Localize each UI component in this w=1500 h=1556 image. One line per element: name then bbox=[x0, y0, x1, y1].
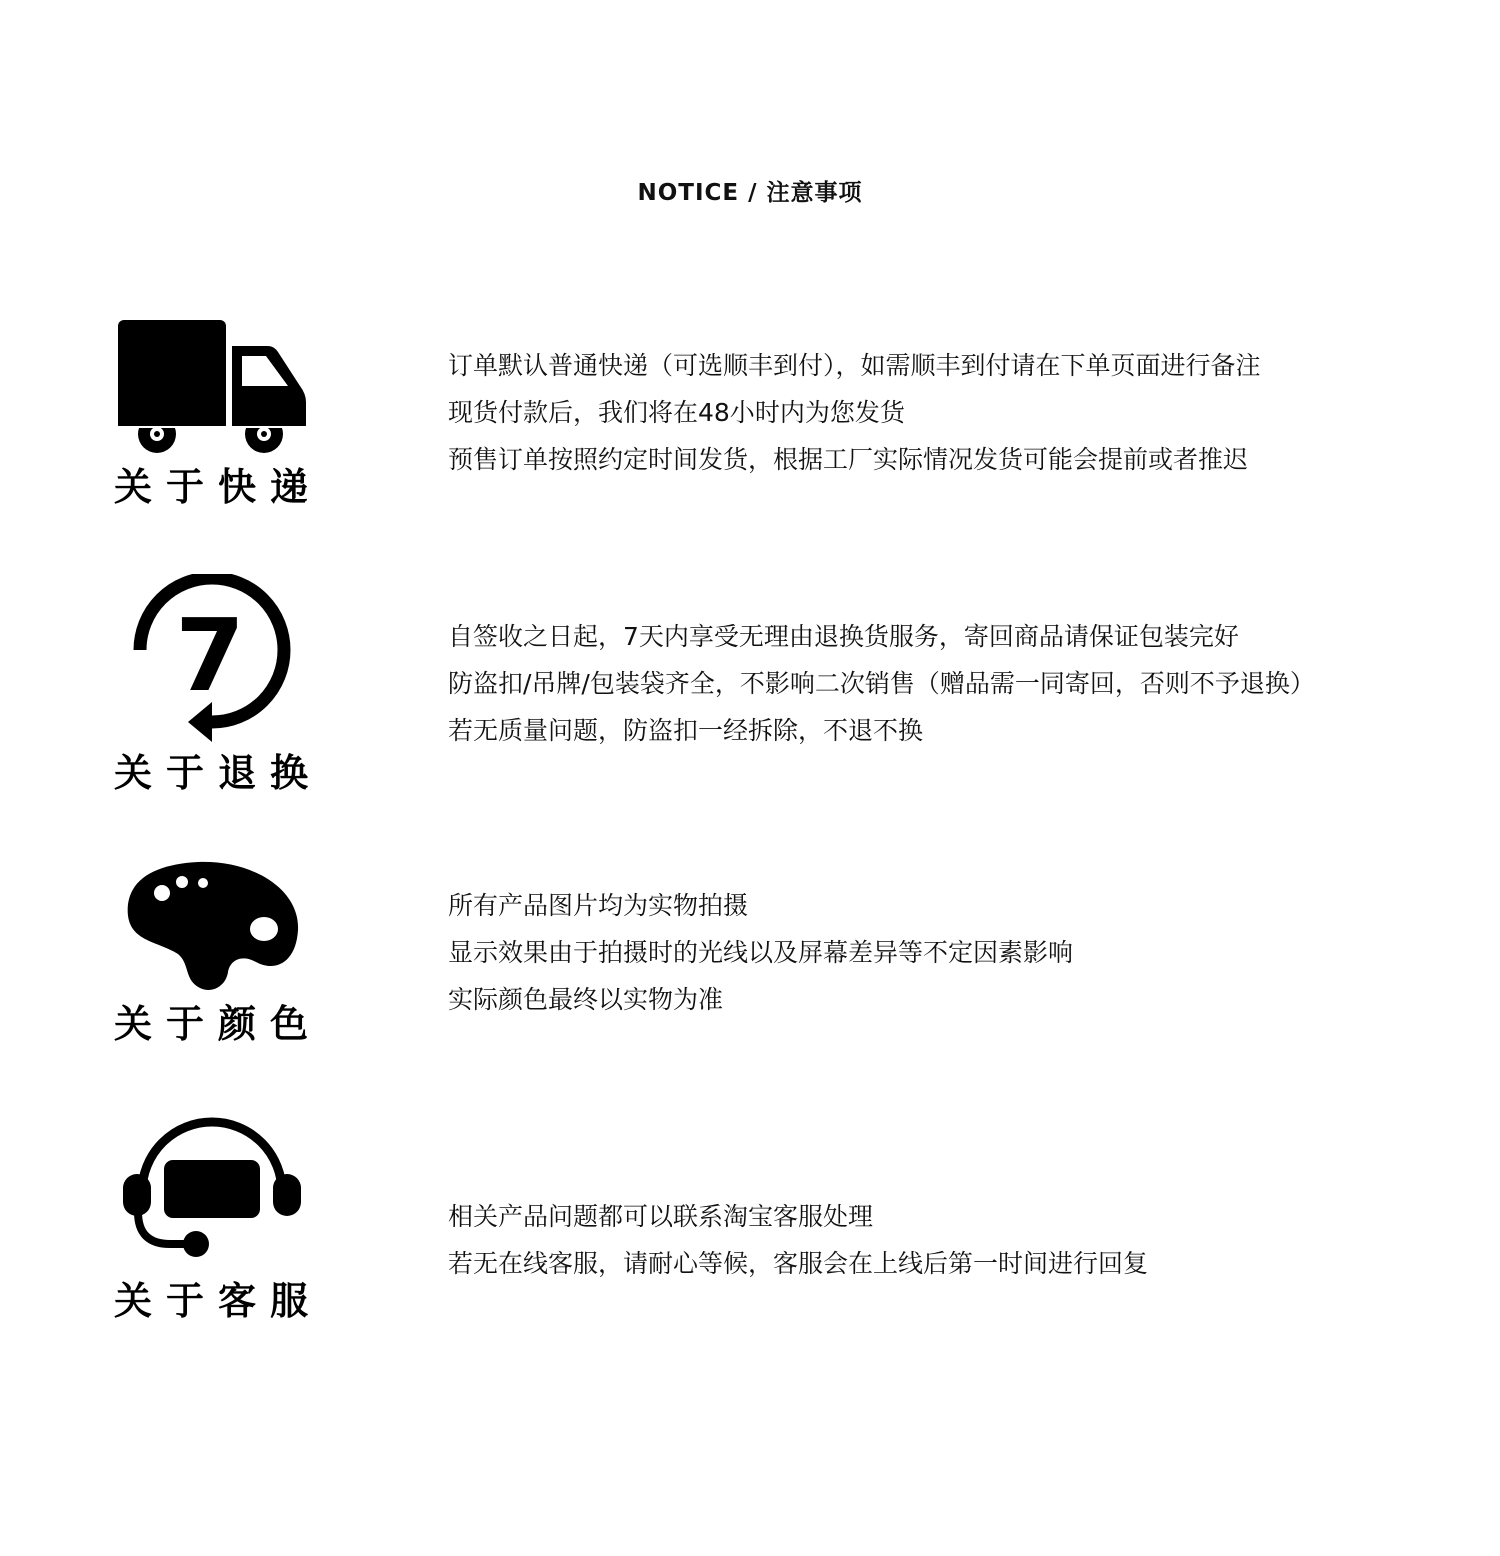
section-heading-color: 关于颜色 bbox=[114, 1002, 323, 1046]
notice-line: 防盗扣/吊牌/包装袋齐全，不影响二次销售（赠品需一同寄回，否则不予退换） bbox=[448, 669, 1315, 698]
notice-line: 实际颜色最终以实物为准 bbox=[448, 985, 724, 1014]
notice-line: 所有产品图片均为实物拍摄 bbox=[448, 891, 749, 920]
notice-line: 相关产品问题都可以联系淘宝客服处理 bbox=[448, 1202, 874, 1231]
return-days-number: 7 bbox=[175, 597, 245, 714]
delivery-truck-icon bbox=[116, 318, 316, 458]
notice-line: 显示效果由于拍摄时的光线以及屏幕差异等不定因素影响 bbox=[448, 938, 1074, 967]
color-notes bbox=[448, 882, 1448, 1023]
notice-line: 现货付款后，我们将在48小时内为您发货 bbox=[448, 398, 905, 427]
customer-service-notes bbox=[448, 1193, 1448, 1287]
notice-line: 若无质量问题，防盗扣一经拆除，不退不换 bbox=[448, 716, 924, 745]
paint-palette-icon bbox=[124, 860, 324, 1000]
seven-day-return-icon bbox=[130, 574, 330, 714]
delivery-notes bbox=[448, 342, 1448, 483]
notice-line: 订单默认普通快递（可选顺丰到付），如需顺丰到付请在下单页面进行备注 bbox=[448, 351, 1261, 380]
headset-icon bbox=[120, 1112, 320, 1252]
notice-line: 预售订单按照约定时间发货，根据工厂实际情况发货可能会提前或者推迟 bbox=[448, 445, 1249, 474]
section-heading-customer-service: 关于客服 bbox=[114, 1279, 323, 1323]
section-heading-delivery: 关于快递 bbox=[114, 465, 323, 509]
returns-notes bbox=[448, 613, 1448, 754]
section-heading-returns: 关于退换 bbox=[114, 751, 323, 795]
notice-title: NOTICE / 注意事项 bbox=[637, 180, 863, 206]
notice-line: 自签收之日起，7天内享受无理由退换货服务，寄回商品请保证包装完好 bbox=[448, 622, 1239, 651]
notice-line: 若无在线客服，请耐心等候，客服会在上线后第一时间进行回复 bbox=[448, 1249, 1149, 1278]
